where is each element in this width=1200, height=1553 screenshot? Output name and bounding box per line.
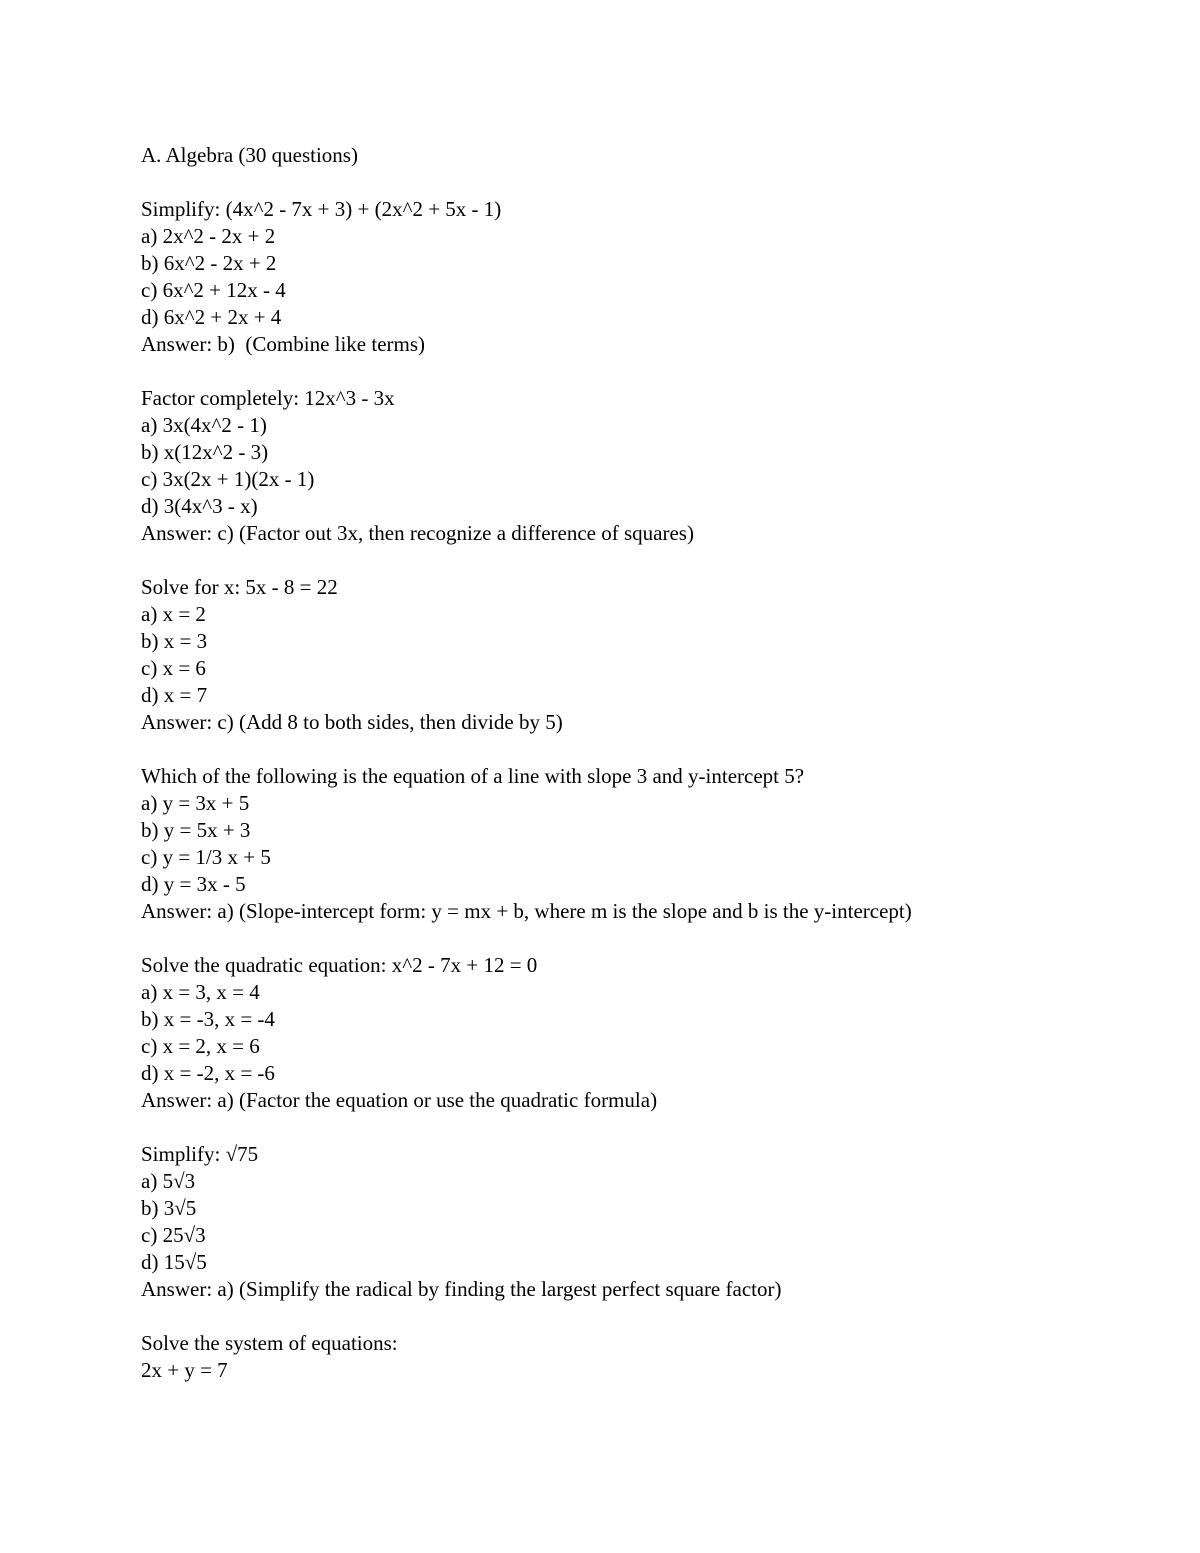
option: d) x = 7 — [141, 683, 208, 707]
option: c) 25√3 — [141, 1223, 206, 1247]
question-prompt: Solve for x: 5x - 8 = 22 — [141, 575, 338, 599]
question-prompt: Factor completely: 12x^3 - 3x — [141, 386, 395, 410]
question-prompt: Solve the quadratic equation: x^2 - 7x + 12 = 0 — [141, 953, 538, 977]
option: b) x = -3, x = -4 — [141, 1007, 275, 1031]
option: c) y = 1/3 x + 5 — [141, 845, 271, 869]
option: d) 3(4x^3 - x) — [141, 494, 258, 518]
spacer — [141, 1303, 1141, 1330]
option: b) 6x^2 - 2x + 2 — [141, 251, 277, 275]
option: a) 2x^2 - 2x + 2 — [141, 224, 276, 248]
spacer — [141, 1114, 1141, 1141]
option: b) x = 3 — [141, 629, 208, 653]
spacer — [141, 736, 1141, 763]
answer-line: Answer: c) (Factor out 3x, then recognize a difference of squares) — [141, 521, 694, 545]
question-prompt: Simplify: (4x^2 - 7x + 3) + (2x^2 + 5x - 1) — [141, 197, 502, 221]
equation-line: 2x + y = 7 — [141, 1358, 228, 1382]
option: b) y = 5x + 3 — [141, 818, 251, 842]
question-prompt: Which of the following is the equation of a line with slope 3 and y-intercept 5? — [141, 764, 805, 788]
answer-line: Answer: b) (Combine like terms) — [141, 332, 426, 356]
question-prompt: Simplify: √75 — [141, 1142, 259, 1166]
option: d) y = 3x - 5 — [141, 872, 246, 896]
option: a) x = 3, x = 4 — [141, 980, 260, 1004]
question-block — [141, 574, 1141, 736]
question-block — [141, 1141, 1141, 1303]
spacer — [141, 925, 1141, 952]
question-block — [141, 952, 1141, 1114]
question-block — [141, 763, 1141, 925]
spacer — [141, 169, 1141, 196]
option: a) 3x(4x^2 - 1) — [141, 413, 267, 437]
option: c) x = 2, x = 6 — [141, 1034, 260, 1058]
spacer — [141, 358, 1141, 385]
section-title: A. Algebra (30 questions) — [141, 143, 358, 167]
answer-line: Answer: a) (Slope-intercept form: y = mx + b, where m is the slope and b is the y-intercept) — [141, 899, 912, 923]
option: a) x = 2 — [141, 602, 206, 626]
option: a) y = 3x + 5 — [141, 791, 250, 815]
question-block — [141, 1330, 1141, 1384]
option: c) 3x(2x + 1)(2x - 1) — [141, 467, 315, 491]
option: d) 15√5 — [141, 1250, 207, 1274]
document-page — [141, 142, 1141, 1384]
option: c) 6x^2 + 12x - 4 — [141, 278, 286, 302]
option: d) 6x^2 + 2x + 4 — [141, 305, 282, 329]
question-block — [141, 196, 1141, 358]
question-prompt: Solve the system of equations: — [141, 1331, 398, 1355]
answer-line: Answer: a) (Factor the equation or use the quadratic formula) — [141, 1088, 658, 1112]
spacer — [141, 547, 1141, 574]
option: c) x = 6 — [141, 656, 206, 680]
option: b) 3√5 — [141, 1196, 197, 1220]
option: a) 5√3 — [141, 1169, 196, 1193]
option: b) x(12x^2 - 3) — [141, 440, 269, 464]
answer-line: Answer: a) (Simplify the radical by finding the largest perfect square factor) — [141, 1277, 782, 1301]
option: d) x = -2, x = -6 — [141, 1061, 275, 1085]
question-block — [141, 385, 1141, 547]
answer-line: Answer: c) (Add 8 to both sides, then divide by 5) — [141, 710, 563, 734]
